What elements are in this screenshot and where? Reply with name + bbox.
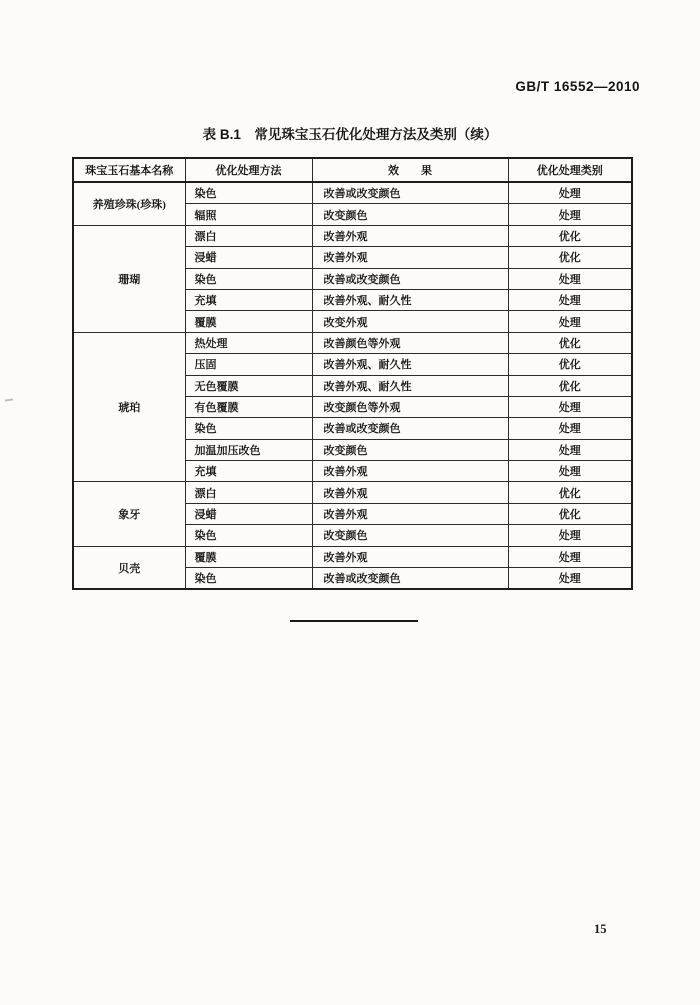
category-cell: 处理 (508, 182, 632, 204)
category-cell: 处理 (508, 418, 632, 439)
category-cell: 处理 (508, 525, 632, 546)
effect-cell: 改变颜色等外观 (312, 396, 508, 417)
effect-cell: 改善外观 (312, 461, 508, 482)
method-cell: 染色 (185, 418, 312, 439)
gem-name-cell: 象牙 (73, 482, 185, 546)
category-cell: 优化 (508, 247, 632, 268)
effect-cell: 改善外观 (312, 546, 508, 567)
effect-cell: 改善或改变颜色 (312, 268, 508, 289)
effect-cell: 改变颜色 (312, 525, 508, 546)
category-cell: 优化 (508, 375, 632, 396)
effect-cell: 改善或改变颜色 (312, 568, 508, 590)
standard-code: GB/T 16552—2010 (515, 79, 640, 94)
effect-cell: 改善外观、耐久性 (312, 375, 508, 396)
table-row (73, 182, 632, 204)
method-cell: 有色覆膜 (185, 396, 312, 417)
method-cell: 染色 (185, 568, 312, 590)
category-cell: 处理 (508, 396, 632, 417)
method-cell: 覆膜 (185, 546, 312, 567)
effect-cell: 改善颜色等外观 (312, 332, 508, 353)
header-effect: 效 果 (312, 158, 508, 182)
gem-name-cell: 贝壳 (73, 546, 185, 589)
method-cell: 加温加压改色 (185, 439, 312, 460)
method-cell: 染色 (185, 525, 312, 546)
method-cell: 浸蜡 (185, 247, 312, 268)
effect-cell: 改变颜色 (312, 439, 508, 460)
gem-name-cell: 养殖珍珠(珍珠) (73, 182, 185, 225)
table-row (73, 332, 632, 353)
category-cell: 处理 (508, 546, 632, 567)
effect-cell: 改善外观 (312, 482, 508, 503)
category-cell: 优化 (508, 332, 632, 353)
table-row (73, 225, 632, 246)
category-cell: 处理 (508, 568, 632, 590)
method-cell: 漂白 (185, 225, 312, 246)
category-cell: 处理 (508, 268, 632, 289)
effect-cell: 改善外观 (312, 247, 508, 268)
method-cell: 漂白 (185, 482, 312, 503)
category-cell: 优化 (508, 503, 632, 524)
effect-cell: 改变外观 (312, 311, 508, 332)
category-cell: 处理 (508, 289, 632, 310)
method-cell: 浸蜡 (185, 503, 312, 524)
category-cell: 优化 (508, 482, 632, 503)
category-cell: 处理 (508, 204, 632, 225)
gem-name-cell: 珊瑚 (73, 225, 185, 332)
method-cell: 热处理 (185, 332, 312, 353)
method-cell: 无色覆膜 (185, 375, 312, 396)
table-row (73, 482, 632, 503)
table-row (73, 546, 632, 567)
header-gem-name: 珠宝玉石基本名称 (73, 158, 185, 182)
category-cell: 优化 (508, 225, 632, 246)
effect-cell: 改善外观、耐久性 (312, 354, 508, 375)
header-method: 优化处理方法 (185, 158, 312, 182)
method-cell: 染色 (185, 182, 312, 204)
effect-cell: 改善或改变颜色 (312, 182, 508, 204)
treatment-table (72, 157, 633, 590)
method-cell: 辐照 (185, 204, 312, 225)
header-category: 优化处理类别 (508, 158, 632, 182)
method-cell: 压固 (185, 354, 312, 375)
effect-cell: 改善外观 (312, 225, 508, 246)
method-cell: 染色 (185, 268, 312, 289)
table-title: 表 B.1 常见珠宝玉石优化处理方法及类别（续） (202, 127, 498, 142)
category-cell: 处理 (508, 439, 632, 460)
scan-artifact (5, 398, 13, 401)
table-header-row (73, 158, 632, 182)
end-of-table-rule (290, 620, 418, 622)
method-cell: 覆膜 (185, 311, 312, 332)
method-cell: 充填 (185, 289, 312, 310)
category-cell: 优化 (508, 354, 632, 375)
effect-cell: 改善或改变颜色 (312, 418, 508, 439)
category-cell: 处理 (508, 461, 632, 482)
effect-cell: 改变颜色 (312, 204, 508, 225)
category-cell: 处理 (508, 311, 632, 332)
gem-name-cell: 琥珀 (73, 332, 185, 482)
effect-cell: 改善外观、耐久性 (312, 289, 508, 310)
method-cell: 充填 (185, 461, 312, 482)
effect-cell: 改善外观 (312, 503, 508, 524)
page-number: 15 (594, 922, 607, 936)
